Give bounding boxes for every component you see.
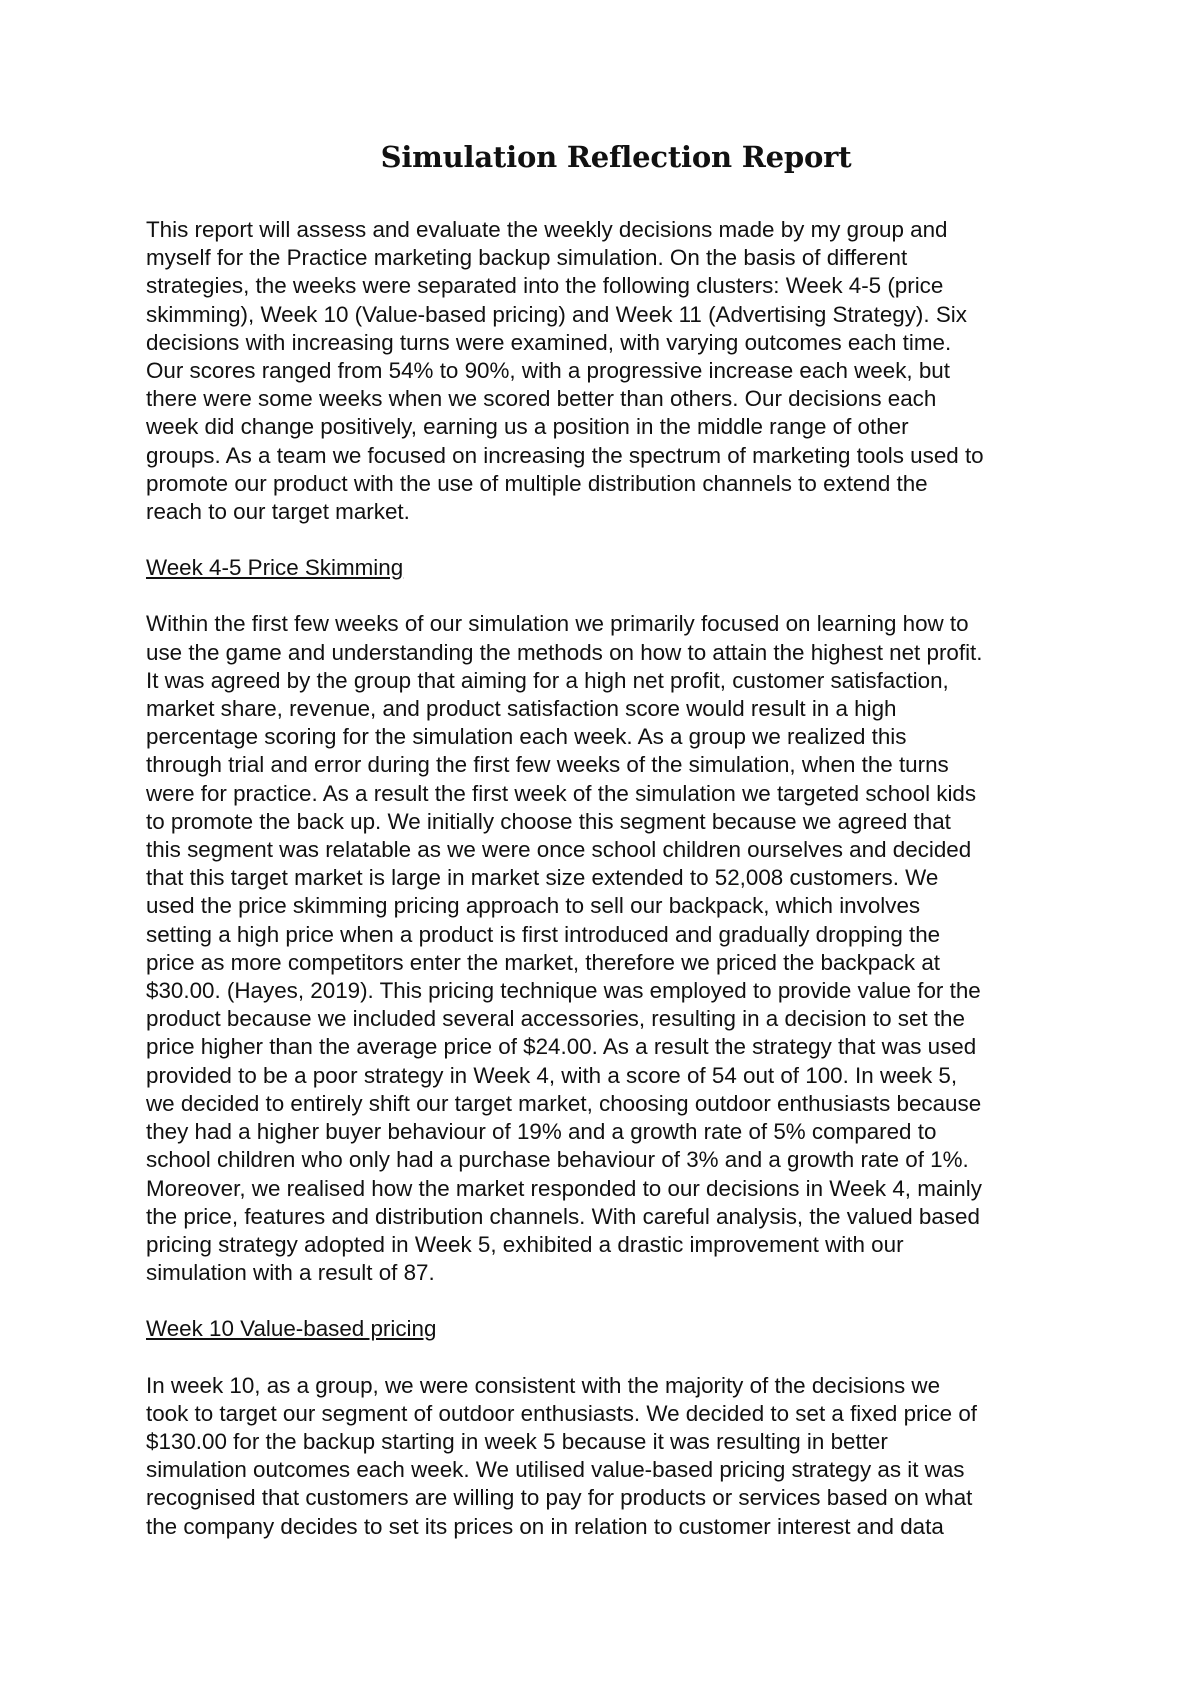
document-page xyxy=(146,140,1076,1569)
document-title: Simulation Reflection Report xyxy=(380,140,852,174)
section-heading-week-4-5: Week 4-5 Price Skimming xyxy=(146,555,404,581)
section-body-week-10: In week 10, as a group, we were consistent with the majority of the decisions we took to target our segment of outdoor enthusiasts. We decided to set a fixed price of $130.00 for the backup starting in week 5 because it was resulting in better simulation outcomes each week. We utilised value-based pricing strategy as it was recognised that customers are willing to pay for products or services based on what the company decides to set its prices on in relation to customer interest and data xyxy=(146,1372,978,1539)
section-heading-week-10: Week 10 Value-based pricing xyxy=(146,1316,437,1342)
section-body-week-4-5: Within the first few weeks of our simulation we primarily focused on learning how to use the game and understanding the methods on how to attain the highest net profit. It was agreed by the group that aiming for a high net profit, customer satisfaction, market share, revenue, and product satisfaction score would result in a high percentage scoring for the simulation each week. As a group we realized this through trial and error during the first few weeks of the simulation, when the turns were for practice. As a result the first week of the simulation we targeted school kids to promote the back up. We initially choose this segment because we agreed that this segment was relatable as we were once school children ourselves and decided that this target market is large in market size extended to 52,008 customers. We used the price skimming pricing approach to sell our backpack, which involves setting a high price when a product is first introduced and gradually dropping the price as more competitors enter the market, therefore we priced the backpack at $30.00. (Hayes, 2019). This pricing technique was employed to provide value for the product because we included several accessories, resulting in a decision to set the price higher than the average price of $24.00. As a result the strategy that was used provided to be a poor strategy in Week 4, with a score of 54 out of 100. In week 5, we decided to entirely shift our target market, choosing outdoor enthusiasts because they had a higher buyer behaviour of 19% and a growth rate of 5% compared to school children who only had a purchase behaviour of 3% and a growth rate of 1%. Moreover, we realised how the market responded to our decisions in Week 4, mainly the price, features and distribution channels. With careful analysis, the valued based pricing strategy adopted in Week 5, exhibited a drastic improvement with our simulation with a result of 87. xyxy=(146,611,983,1286)
intro-paragraph: This report will assess and evaluate the weekly decisions made by my group and myself for the Practice marketing backup simulation. On the basis of different strategies, the weeks were separated into the following clusters: Week 4-5 (price skimming), Week 10 (Value-based pricing) and Week 11 (Advertising Strategy). Six decisions with increasing turns were examined, with varying outcomes each time. Our scores ranged from 54% to 90%, with a progressive increase each week, but there were some weeks when we scored better than others. Our decisions each week did change positively, earning us a position in the middle range of other groups. As a team we focused on increasing the spectrum of marketing tools used to promote our product with the use of multiple distribution channels to extend the reach to our target market. xyxy=(146,217,984,525)
